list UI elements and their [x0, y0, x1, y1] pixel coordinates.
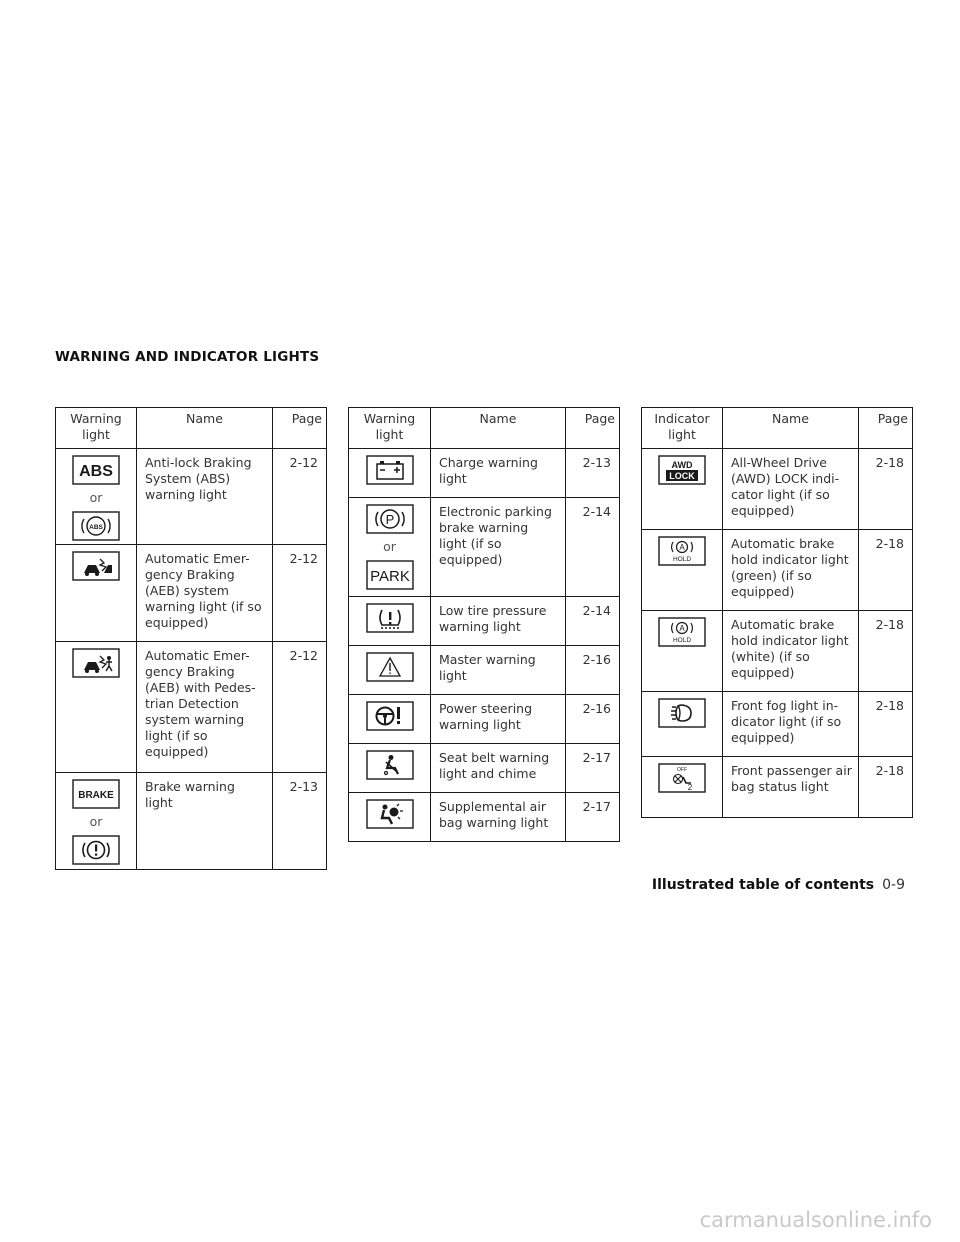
passenger-airbag-off-icon: [658, 763, 706, 793]
icon-cell: [642, 692, 723, 757]
page-ref: 2-13: [566, 449, 620, 498]
power-steering-icon: [366, 701, 414, 731]
light-name: Automatic brake hold indicator light (white) (if so equipped): [723, 611, 859, 692]
icon-cell: [56, 545, 137, 642]
parking-circle-icon: [366, 504, 414, 534]
table-row: [349, 646, 620, 695]
icon-cell: [56, 773, 137, 870]
light-name: Automatic brake hold indicator light (green) (if so equipped): [723, 530, 859, 611]
table-row: [642, 757, 913, 818]
icon-cell: [349, 498, 431, 597]
warning-lights-table-1: [55, 407, 327, 870]
table-row: [642, 692, 913, 757]
header-warning-light: Warning light: [56, 408, 137, 449]
light-name: Electronic parking brake warning light (if so equipped): [431, 498, 566, 597]
page-ref: 2-18: [859, 757, 913, 818]
table-row: [349, 695, 620, 744]
header-page: Page: [273, 408, 327, 449]
section-title: WARNING AND INDICATOR LIGHTS: [55, 349, 320, 365]
svg-text:ABS: ABS: [89, 524, 103, 531]
table-row: [56, 449, 327, 545]
svg-text:BRAKE: BRAKE: [78, 790, 114, 801]
light-name: Automatic Emer- gency Braking (AEB) system warning light (if so equipped): [137, 545, 273, 642]
auto-hold-green-icon: [658, 536, 706, 566]
header-indicator-light: Indicator light: [642, 408, 723, 449]
table-row: [349, 793, 620, 842]
page-ref: 2-18: [859, 530, 913, 611]
or-separator: or: [89, 814, 103, 829]
light-name: Front passenger air bag status light: [723, 757, 859, 818]
light-name: Low tire pressure warning light: [431, 597, 566, 646]
svg-text:A: A: [679, 543, 685, 552]
page-ref: 2-18: [859, 449, 913, 530]
svg-text:HOLD: HOLD: [672, 637, 692, 644]
tire-pressure-icon: [366, 603, 414, 633]
seat-belt-icon: [366, 750, 414, 780]
light-name: Power steering warning light: [431, 695, 566, 744]
front-fog-icon: [658, 698, 706, 728]
table-row: [349, 449, 620, 498]
table-row: [642, 611, 913, 692]
page-number: 0-9: [882, 877, 905, 893]
icon-cell: [349, 597, 431, 646]
icon-cell: [642, 449, 723, 530]
watermark: carmanualsonline.info: [699, 1208, 932, 1232]
svg-text:HOLD: HOLD: [672, 556, 692, 563]
page-ref: 2-17: [566, 793, 620, 842]
table-row: [56, 545, 327, 642]
header-name: Name: [431, 408, 566, 449]
icon-cell: [349, 646, 431, 695]
svg-text:LOCK: LOCK: [669, 471, 695, 481]
svg-text:PARK: PARK: [369, 568, 410, 585]
svg-text:2: 2: [687, 783, 693, 792]
table-header-row: [642, 408, 913, 449]
icon-cell: [349, 793, 431, 842]
page-footer: [652, 877, 905, 893]
aeb-car-icon: [72, 551, 120, 581]
warning-lights-table-2: [348, 407, 620, 842]
page-ref: 2-14: [566, 597, 620, 646]
header-name: Name: [137, 408, 273, 449]
icon-cell: [642, 757, 723, 818]
table-row: [349, 744, 620, 793]
page-ref: 2-16: [566, 646, 620, 695]
light-name: All-Wheel Drive (AWD) LOCK indi- cator light (if so equipped): [723, 449, 859, 530]
airbag-icon: [366, 799, 414, 829]
park-text-icon: [366, 560, 414, 590]
icon-cell: [349, 695, 431, 744]
light-name: Seat belt warning light and chime: [431, 744, 566, 793]
icon-cell: [56, 642, 137, 773]
header-page: Page: [859, 408, 913, 449]
icon-cell: [349, 449, 431, 498]
page-ref: 2-18: [859, 692, 913, 757]
svg-text:ABS: ABS: [79, 463, 113, 480]
svg-text:P: P: [385, 512, 394, 527]
table-row: [56, 773, 327, 870]
auto-hold-white-icon: [658, 617, 706, 647]
brake-text-icon: [72, 779, 120, 809]
chapter-title: Illustrated table of contents: [651, 877, 875, 893]
light-name: Supplemental air bag warning light: [431, 793, 566, 842]
page-ref: 2-12: [273, 545, 327, 642]
icon-cell: [349, 744, 431, 793]
light-name: Master warning light: [431, 646, 566, 695]
page-ref: 2-12: [273, 449, 327, 545]
or-separator: or: [89, 490, 103, 505]
light-name: Brake warning light: [137, 773, 273, 870]
brake-circle-icon: [72, 835, 120, 865]
table-row: [349, 597, 620, 646]
table-row: [56, 642, 327, 773]
light-name: Charge warning light: [431, 449, 566, 498]
light-name: Anti-lock Braking System (ABS) warning light: [137, 449, 273, 545]
icon-cell: [56, 449, 137, 545]
master-warning-triangle-icon: [366, 652, 414, 682]
svg-text:AWD: AWD: [671, 460, 693, 470]
icon-cell: [642, 530, 723, 611]
indicator-lights-table: [641, 407, 913, 818]
table-row: [642, 449, 913, 530]
page-ref: 2-14: [566, 498, 620, 597]
icon-cell: [642, 611, 723, 692]
svg-text:OFF: OFF: [677, 767, 687, 773]
page-ref: 2-16: [566, 695, 620, 744]
page-ref: 2-12: [273, 642, 327, 773]
light-name: Automatic Emer- gency Braking (AEB) with Pedes- trian Detection system warning light (if so equipped): [137, 642, 273, 773]
table-row: [349, 498, 620, 597]
header-name: Name: [723, 408, 859, 449]
table-header-row: [349, 408, 620, 449]
abs-circle-icon: [72, 511, 120, 541]
table-row: [642, 530, 913, 611]
awd-lock-icon: [658, 455, 706, 485]
battery-icon: [366, 455, 414, 485]
aeb-pedestrian-icon: [72, 648, 120, 678]
or-separator: or: [383, 539, 396, 554]
page-ref: 2-18: [859, 611, 913, 692]
page-ref: 2-13: [273, 773, 327, 870]
header-page: Page: [566, 408, 620, 449]
abs-text-icon: [72, 455, 120, 485]
light-name: Front fog light in- dicator light (if so equipped): [723, 692, 859, 757]
page-ref: 2-17: [566, 744, 620, 793]
header-warning-light: Warning light: [349, 408, 431, 449]
svg-text:A: A: [679, 624, 685, 633]
table-header-row: [56, 408, 327, 449]
